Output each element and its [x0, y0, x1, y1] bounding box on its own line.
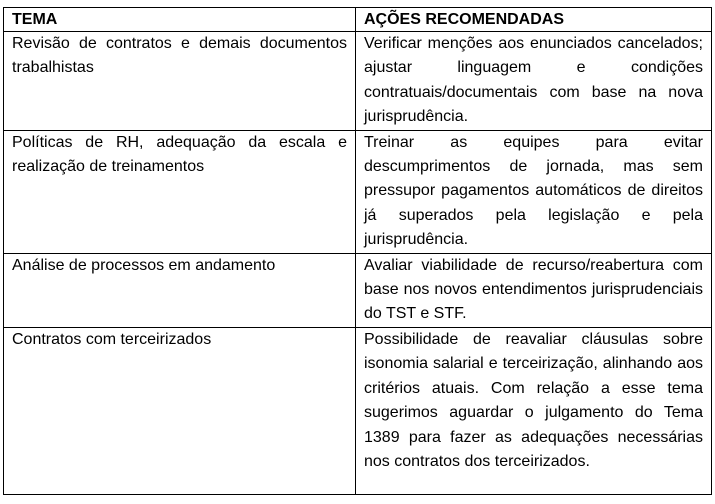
header-tema: TEMA [4, 8, 356, 32]
cell-acoes: Possibilidade de reavaliar cláusulas sobre isonomia salarial e terceirização, alinhando aos critérios atuais. Com relação a esse tema sugerimos aguardar o julgamento do Tema 1389 para fazer as adequações necessárias nos contratos dos terceirizados. [356, 327, 712, 494]
table-row [4, 130, 712, 253]
cell-tema: Revisão de contratos e demais documentos trabalhistas [4, 32, 356, 131]
cell-tema: Análise de processos em andamento [4, 253, 356, 327]
table-header-row [4, 8, 712, 32]
cell-tema: Contratos com terceirizados [4, 327, 356, 494]
header-acoes-recomendadas: AÇÕES RECOMENDADAS [356, 8, 712, 32]
table-row [4, 253, 712, 327]
table-row [4, 32, 712, 131]
cell-tema: Políticas de RH, adequação da escala e realização de treinamentos [4, 130, 356, 253]
cell-acoes: Verificar menções aos enunciados cancelados; ajustar linguagem e condições contratuais/documentais com base na nova jurisprudência. [356, 32, 712, 131]
cell-acoes: Avaliar viabilidade de recurso/reabertura com base nos novos entendimentos jurisprudenciais do TST e STF. [356, 253, 712, 327]
cell-acoes: Treinar as equipes para evitar descumprimentos de jornada, mas sem pressupor pagamentos automáticos de direitos já superados pela legislação e pela jurisprudência. [356, 130, 712, 253]
table-row [4, 327, 712, 494]
recommendations-table [3, 7, 712, 495]
